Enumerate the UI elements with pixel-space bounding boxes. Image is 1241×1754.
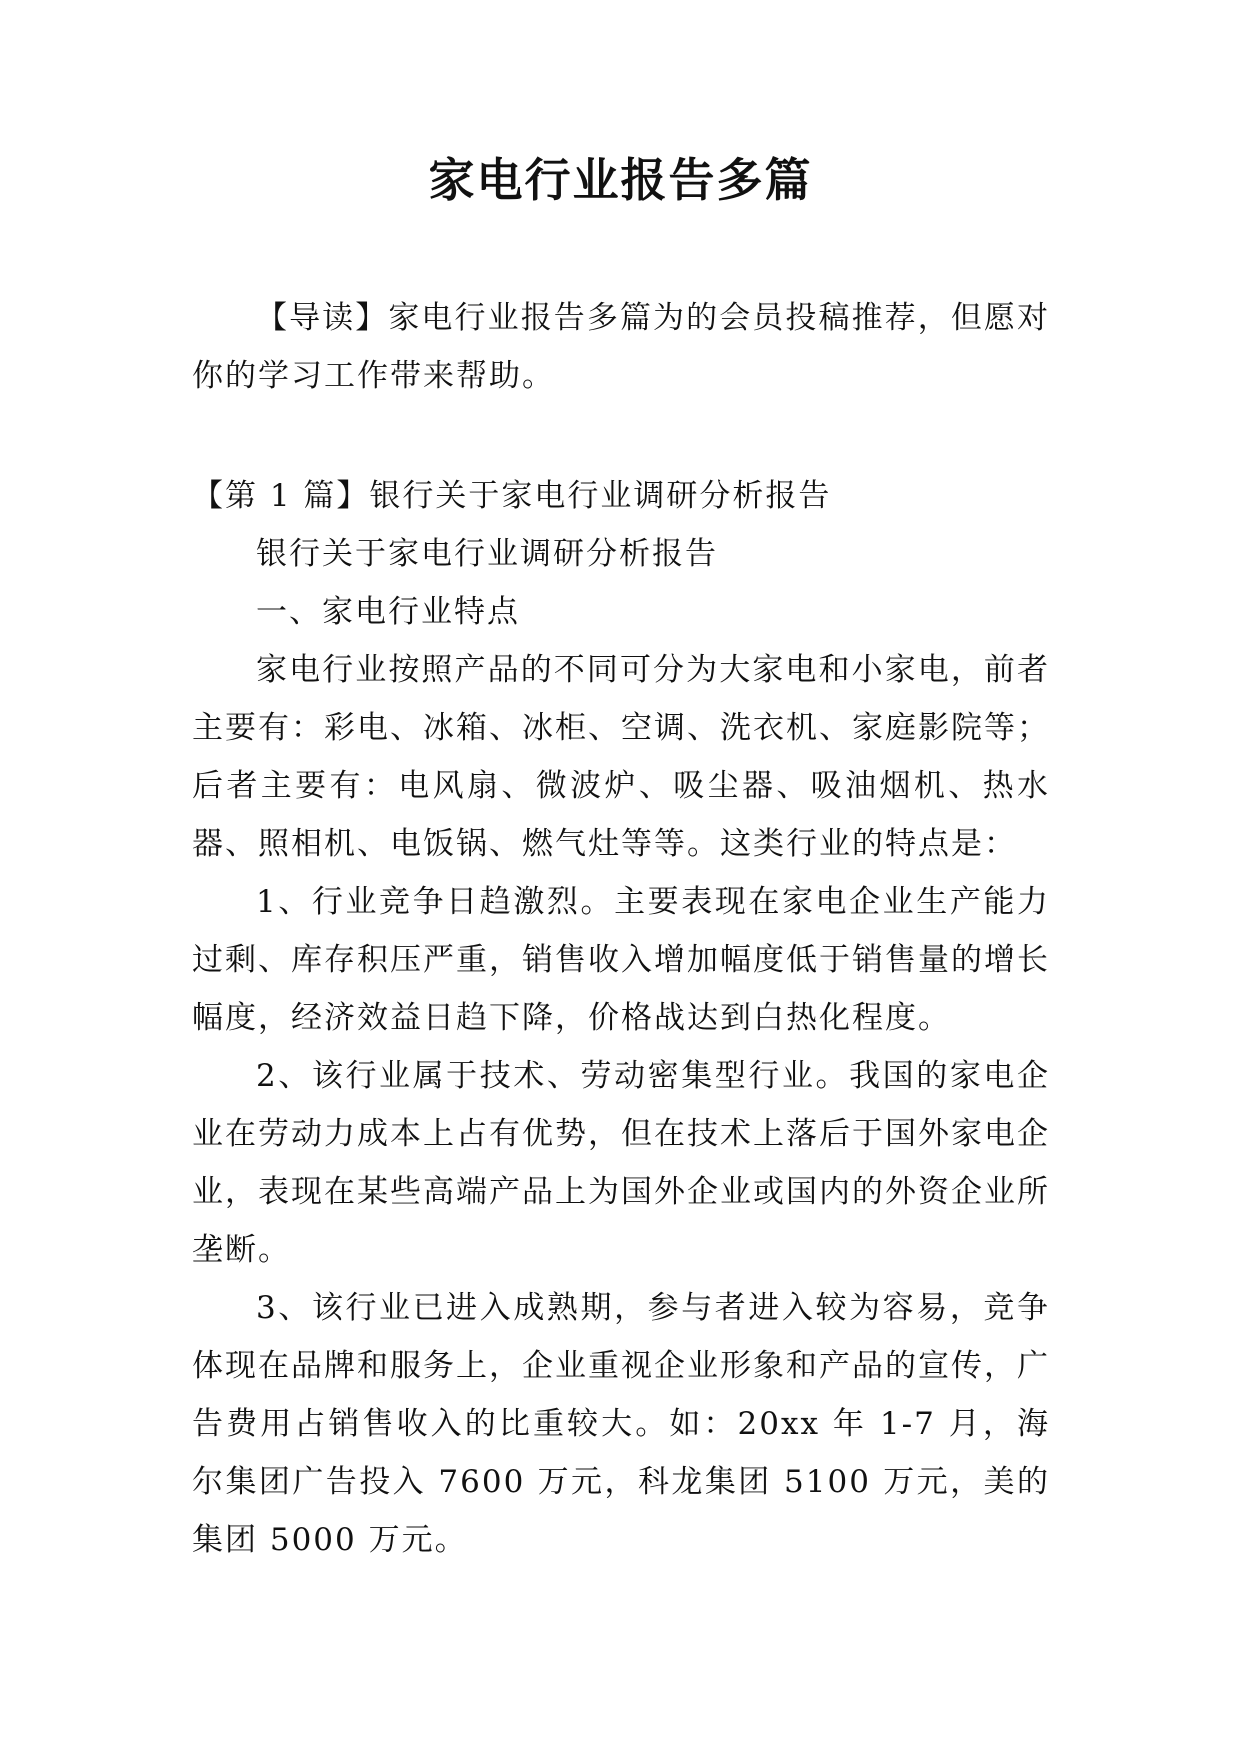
- article-subtitle: 银行关于家电行业调研分析报告: [256, 536, 718, 572]
- article-heading: 【第 1 篇】银行关于家电行业调研分析报告: [192, 478, 832, 514]
- body-paragraph: 1、行业竞争日趋激烈。主要表现在家电企业生产能力过剩、库存积压严重，销售收入增加幅度低于销售量的增长幅度，经济效益日趋下降，价格战达到白热化程度。: [192, 884, 1050, 1036]
- intro-paragraph: 【导读】家电行业报告多篇为的会员投稿推荐，但愿对你的学习工作带来帮助。: [192, 300, 1050, 394]
- body-paragraph: 家电行业按照产品的不同可分为大家电和小家电，前者主要有：彩电、冰箱、冰柜、空调、洗衣机、家庭影院等；后者主要有：电风扇、微波炉、吸尘器、吸油烟机、热水器、照相机、电饭锅、燃气灶等等。这类行业的特点是：: [192, 652, 1050, 862]
- body-paragraph: 2、该行业属于技术、劳动密集型行业。我国的家电企业在劳动力成本上占有优势，但在技术上落后于国外家电企业，表现在某些高端产品上为国外企业或国内的外资企业所垄断。: [192, 1058, 1050, 1268]
- article-body: [192, 525, 1050, 1569]
- body-paragraph: 3、该行业已进入成熟期，参与者进入较为容易，竞争体现在品牌和服务上，企业重视企业形象和产品的宣传，广告费用占销售收入的比重较大。如：20xx 年 1-7 月，海尔集团广告投入 7600 万元，科龙集团 5100 万元，美的集团 5000 万元。: [192, 1290, 1050, 1558]
- document-title: 家电行业报告多篇: [428, 153, 813, 207]
- section-heading: 一、家电行业特点: [256, 594, 520, 630]
